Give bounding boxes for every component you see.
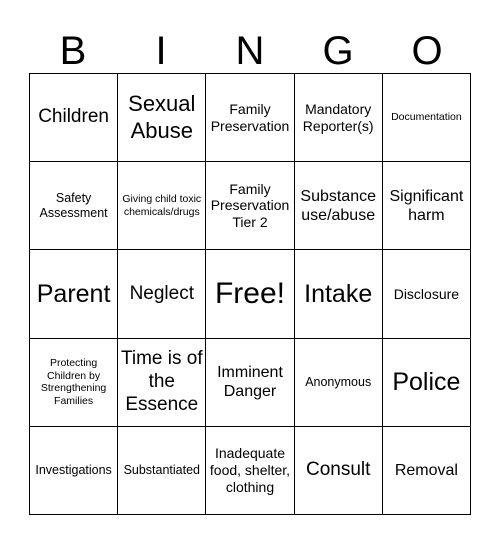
header-letter-o: O	[411, 29, 443, 73]
bingo-board	[29, 73, 471, 515]
bingo-cell[interactable]	[206, 339, 294, 427]
cell-text: Removal	[394, 461, 458, 479]
cell-text: Disclosure	[393, 285, 460, 302]
cell-text: Safety Assessment	[39, 190, 108, 220]
bingo-cell[interactable]	[295, 250, 383, 338]
bingo-cell[interactable]	[118, 162, 206, 250]
bingo-cell[interactable]	[30, 74, 118, 162]
bingo-header	[29, 26, 471, 76]
bingo-cell[interactable]	[383, 427, 471, 515]
bingo-cell[interactable]	[30, 250, 118, 338]
bingo-cell[interactable]	[383, 162, 471, 250]
bingo-cell[interactable]	[295, 162, 383, 250]
cell-text: Substantiated	[123, 462, 201, 477]
cell-text: Mandatory Reporter(s)	[302, 100, 374, 134]
bingo-cell[interactable]	[295, 339, 383, 427]
bingo-cell[interactable]	[295, 427, 383, 515]
bingo-cell[interactable]	[295, 74, 383, 162]
bingo-cell[interactable]	[206, 74, 294, 162]
cell-text: Police	[392, 368, 461, 397]
bingo-cell[interactable]	[118, 339, 206, 427]
bingo-cell[interactable]	[118, 74, 206, 162]
cell-text: Protecting Children by Strengthening Families	[40, 357, 107, 407]
cell-text: Family Preservation Tier 2	[210, 180, 290, 231]
cell-text: Sexual Abuse	[128, 91, 196, 143]
header-letter-n: N	[235, 29, 265, 73]
cell-text: Significant harm	[389, 187, 464, 224]
cell-text: Imminent Danger	[217, 364, 283, 401]
header-letter-g: G	[322, 29, 354, 73]
cell-text: Consult	[305, 458, 371, 480]
cell-text: Intake	[304, 279, 373, 308]
cell-text: Children	[38, 106, 109, 128]
bingo-cell[interactable]	[30, 427, 118, 515]
free-space-text: Free!	[214, 276, 285, 310]
bingo-cell[interactable]	[383, 339, 471, 427]
cell-text: Anonymous	[305, 374, 372, 389]
bingo-cell[interactable]	[206, 427, 294, 515]
cell-text: Substance use/abuse	[300, 187, 376, 224]
cell-text: Documentation	[391, 111, 462, 124]
cell-text: Neglect	[129, 282, 194, 304]
bingo-cell[interactable]	[118, 427, 206, 515]
cell-text: Time is of the Essence	[120, 348, 203, 415]
bingo-cell[interactable]	[118, 250, 206, 338]
cell-text: Inadequate food, shelter, clothing	[209, 445, 291, 495]
bingo-cell[interactable]	[383, 250, 471, 338]
cell-text: Giving child toxic chemicals/drugs	[122, 193, 202, 218]
bingo-cell[interactable]	[30, 339, 118, 427]
bingo-cell[interactable]	[383, 74, 471, 162]
cell-text: Investigations	[35, 462, 112, 477]
free-space[interactable]	[206, 250, 294, 338]
cell-text: Parent	[36, 279, 111, 308]
bingo-cell[interactable]	[206, 162, 294, 250]
header-letter-b: B	[59, 29, 87, 73]
bingo-cell[interactable]	[30, 162, 118, 250]
cell-text: Family Preservation	[210, 100, 290, 134]
header-letter-i: I	[155, 29, 167, 73]
